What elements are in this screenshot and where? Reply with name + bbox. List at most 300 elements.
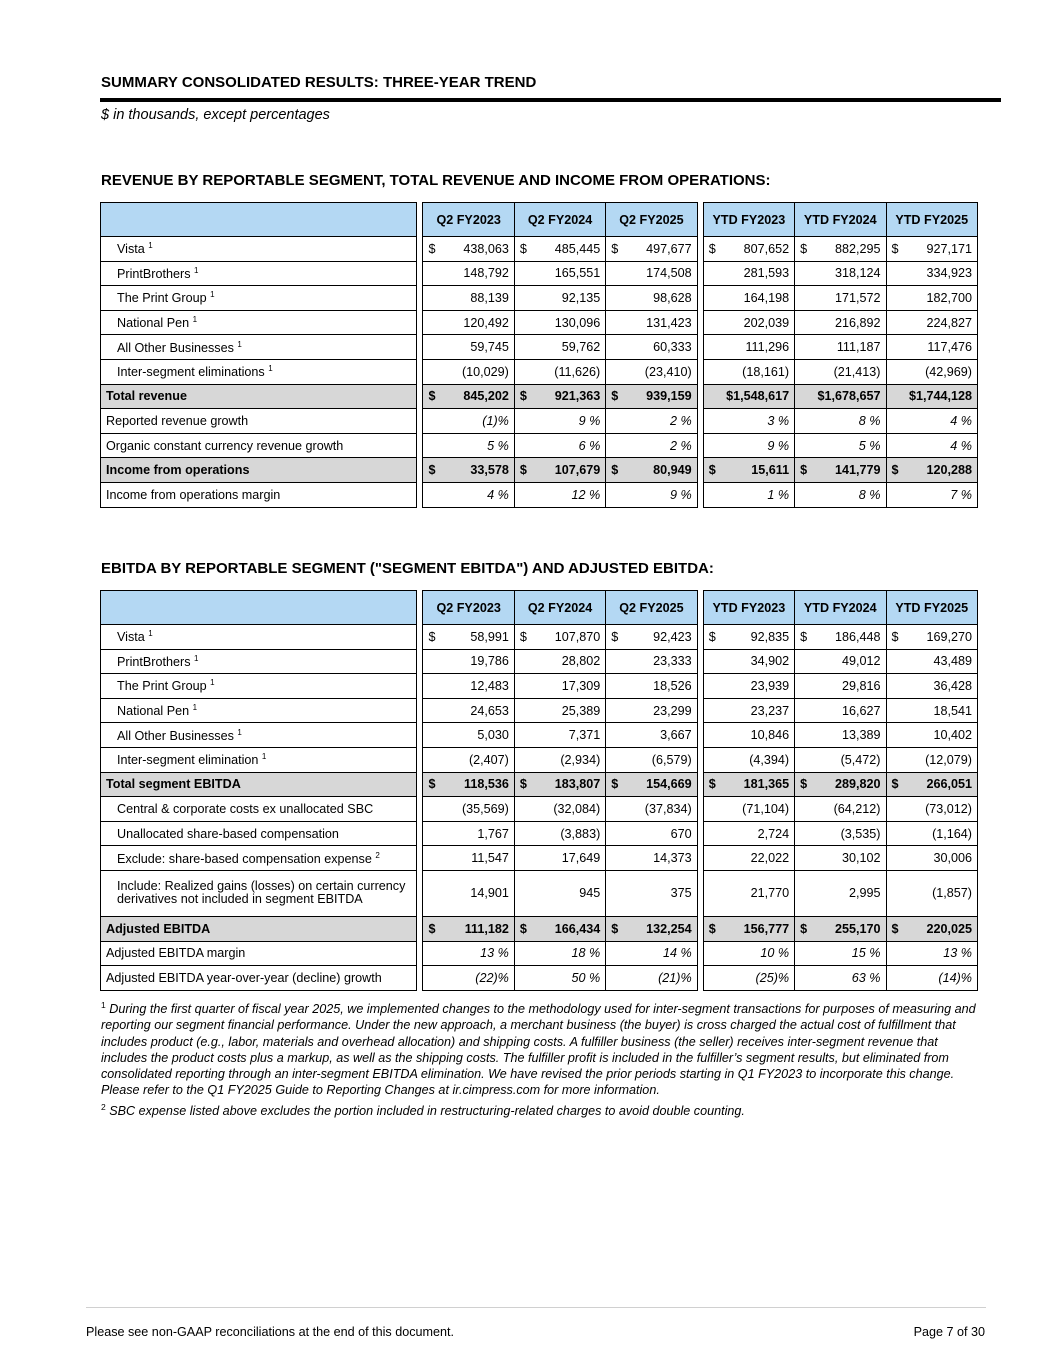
cell-value: 92,135 bbox=[561, 290, 601, 305]
value-cell bbox=[423, 797, 514, 822]
value-cell bbox=[606, 384, 697, 409]
value-cell bbox=[514, 846, 605, 871]
value-cell bbox=[514, 821, 605, 846]
row-label bbox=[101, 335, 417, 360]
cell-value: 28,802 bbox=[561, 654, 601, 669]
cell-value: 845,202 bbox=[463, 389, 509, 404]
cell-value: 181,365 bbox=[743, 777, 790, 792]
value-cell bbox=[795, 433, 886, 458]
cell-value: (1,164) bbox=[932, 826, 972, 841]
value-cell bbox=[886, 384, 978, 409]
cell-value: 15 % bbox=[851, 946, 881, 961]
row-label-text: Include: Realized gains (losses) on certain currency derivatives not included in segment EBITDA bbox=[117, 878, 406, 907]
column-header: YTD FY2024 bbox=[795, 203, 886, 237]
row-label-text: The Print Group bbox=[117, 679, 207, 694]
value-cell bbox=[795, 747, 886, 772]
value-cell bbox=[514, 384, 605, 409]
cell-value: 58,991 bbox=[470, 629, 509, 644]
cell-value: 183,807 bbox=[554, 777, 601, 792]
cell-value: 4 % bbox=[950, 438, 972, 453]
value-cell bbox=[514, 966, 605, 991]
cell-value: 1,767 bbox=[477, 826, 509, 841]
value-cell bbox=[886, 941, 978, 966]
value-cell bbox=[795, 261, 886, 286]
table-row bbox=[101, 359, 978, 384]
column-header: YTD FY2023 bbox=[703, 591, 794, 625]
cell-value: 19,786 bbox=[470, 654, 509, 669]
cell-value: 34,902 bbox=[750, 654, 790, 669]
value-cell bbox=[423, 916, 514, 941]
value-cell bbox=[606, 625, 697, 650]
value-cell bbox=[423, 310, 514, 335]
value-cell bbox=[606, 797, 697, 822]
row-label-text: PrintBrothers bbox=[117, 266, 191, 281]
value-cell bbox=[886, 723, 978, 748]
value-cell bbox=[423, 625, 514, 650]
value-cell bbox=[606, 237, 697, 262]
row-label bbox=[101, 797, 417, 822]
currency-symbol: $ bbox=[891, 463, 899, 478]
cell-value: (23,410) bbox=[644, 364, 692, 379]
value-cell bbox=[886, 870, 978, 916]
value-cell bbox=[703, 482, 794, 507]
value-cell bbox=[886, 625, 978, 650]
column-header: Q2 FY2023 bbox=[423, 203, 514, 237]
currency-symbol: $ bbox=[800, 241, 808, 256]
row-label bbox=[101, 966, 417, 991]
value-cell bbox=[423, 723, 514, 748]
value-cell bbox=[423, 237, 514, 262]
cell-value: 10 % bbox=[760, 946, 790, 961]
cell-value: 4 % bbox=[487, 487, 509, 502]
cell-value: 98,628 bbox=[653, 290, 692, 305]
table-row bbox=[101, 870, 978, 916]
value-cell bbox=[703, 286, 794, 311]
value-cell bbox=[795, 625, 886, 650]
cell-value: 13 % bbox=[480, 946, 509, 961]
column-header: YTD FY2025 bbox=[886, 203, 978, 237]
footnote-mark: 2 bbox=[375, 850, 380, 860]
currency-symbol: $ bbox=[891, 241, 899, 256]
value-cell bbox=[886, 335, 978, 360]
cell-value: 21,770 bbox=[750, 886, 790, 901]
value-cell bbox=[886, 698, 978, 723]
currency-symbol: $ bbox=[891, 921, 899, 936]
value-cell bbox=[703, 941, 794, 966]
value-cell bbox=[703, 846, 794, 871]
cell-value: 939,159 bbox=[646, 389, 692, 404]
column-header: Q2 FY2025 bbox=[606, 203, 697, 237]
value-cell bbox=[514, 747, 605, 772]
value-cell bbox=[886, 261, 978, 286]
cell-value: 25,389 bbox=[561, 703, 601, 718]
footer-rule bbox=[86, 1307, 986, 1308]
currency-symbol: $ bbox=[800, 921, 808, 936]
row-label bbox=[101, 433, 417, 458]
value-cell bbox=[795, 941, 886, 966]
value-cell bbox=[795, 649, 886, 674]
value-cell bbox=[514, 916, 605, 941]
currency-symbol: $ bbox=[800, 463, 808, 478]
cell-value: 107,679 bbox=[554, 463, 601, 478]
value-cell bbox=[514, 772, 605, 797]
table-row bbox=[101, 261, 978, 286]
cell-value: 49,012 bbox=[841, 654, 881, 669]
currency-symbol: $ bbox=[519, 389, 527, 404]
cell-value: 220,025 bbox=[926, 921, 972, 936]
currency-symbol: $ bbox=[519, 921, 527, 936]
value-cell bbox=[514, 482, 605, 507]
value-cell bbox=[703, 433, 794, 458]
value-cell bbox=[423, 772, 514, 797]
value-cell bbox=[886, 966, 978, 991]
cell-value: 216,892 bbox=[834, 315, 881, 330]
cell-value: 2 % bbox=[669, 413, 692, 428]
currency-symbol: $ bbox=[708, 241, 716, 256]
row-label-text: All Other Businesses bbox=[117, 340, 234, 355]
cell-value: 63 % bbox=[851, 970, 881, 985]
cell-value: $1,548,617 bbox=[726, 389, 790, 404]
cell-value: 7,371 bbox=[568, 728, 601, 743]
value-cell bbox=[795, 846, 886, 871]
value-cell bbox=[886, 409, 978, 434]
cell-value: 15,611 bbox=[751, 463, 790, 478]
row-label bbox=[101, 384, 417, 409]
currency-symbol: $ bbox=[519, 629, 527, 644]
row-label-text: All Other Businesses bbox=[117, 728, 234, 743]
currency-symbol: $ bbox=[708, 921, 716, 936]
cell-value: 334,923 bbox=[926, 266, 972, 281]
value-cell bbox=[423, 674, 514, 699]
cell-value: 6 % bbox=[578, 438, 601, 453]
cell-value: 17,649 bbox=[561, 851, 601, 866]
table-row bbox=[101, 286, 978, 311]
total-row bbox=[101, 384, 978, 409]
cell-value: (18,161) bbox=[742, 364, 790, 379]
cell-value: 80,949 bbox=[653, 463, 692, 478]
cell-value: (2,407) bbox=[468, 752, 509, 767]
cell-value: 14 % bbox=[662, 946, 692, 961]
value-cell bbox=[514, 433, 605, 458]
column-header: Q2 FY2023 bbox=[423, 591, 514, 625]
cell-value: 36,428 bbox=[933, 678, 972, 693]
cell-value: 23,299 bbox=[653, 703, 692, 718]
cell-value: 111,182 bbox=[464, 921, 509, 936]
cell-value: 107,870 bbox=[554, 629, 601, 644]
footnote-mark: 1 bbox=[148, 629, 153, 639]
value-cell bbox=[423, 384, 514, 409]
cell-value: 23,333 bbox=[653, 654, 692, 669]
value-cell bbox=[606, 821, 697, 846]
currency-symbol: $ bbox=[800, 777, 808, 792]
value-cell bbox=[886, 821, 978, 846]
cell-value: 670 bbox=[670, 826, 692, 841]
cell-value: 148,792 bbox=[463, 266, 509, 281]
row-label-text: Inter-segment eliminations bbox=[117, 365, 265, 380]
cell-value: 3 % bbox=[767, 413, 790, 428]
value-cell bbox=[886, 649, 978, 674]
currency-symbol: $ bbox=[891, 777, 899, 792]
currency-symbol: $ bbox=[519, 777, 527, 792]
cell-value: 224,827 bbox=[926, 315, 972, 330]
row-label-text: Adjusted EBITDA year-over-year (decline) growth bbox=[106, 970, 382, 985]
cell-value: 927,171 bbox=[926, 241, 972, 256]
cell-value: (11,626) bbox=[554, 364, 601, 379]
cell-value: 7 % bbox=[950, 487, 972, 502]
value-cell bbox=[606, 482, 697, 507]
value-cell bbox=[514, 237, 605, 262]
total-row bbox=[101, 458, 978, 483]
value-cell bbox=[423, 821, 514, 846]
row-label-text: Income from operations margin bbox=[106, 487, 281, 502]
value-cell bbox=[703, 310, 794, 335]
cell-value: (37,834) bbox=[644, 801, 692, 816]
row-label bbox=[101, 286, 417, 311]
row-label bbox=[101, 821, 417, 846]
value-cell bbox=[514, 409, 605, 434]
value-cell bbox=[423, 482, 514, 507]
cell-value: 131,423 bbox=[646, 315, 692, 330]
footnote-mark: 1 bbox=[210, 290, 215, 300]
value-cell bbox=[795, 698, 886, 723]
value-cell bbox=[703, 409, 794, 434]
cell-value: 118,536 bbox=[464, 777, 509, 792]
value-cell bbox=[423, 458, 514, 483]
cell-value: 8 % bbox=[858, 413, 881, 428]
value-cell bbox=[886, 916, 978, 941]
value-cell bbox=[606, 409, 697, 434]
value-cell bbox=[703, 966, 794, 991]
value-cell bbox=[514, 261, 605, 286]
value-cell bbox=[606, 261, 697, 286]
value-cell bbox=[606, 335, 697, 360]
table-row bbox=[101, 797, 978, 822]
row-label-text: Exclude: share-based compensation expense bbox=[117, 851, 372, 866]
cell-value: 120,288 bbox=[926, 463, 972, 478]
value-cell bbox=[514, 625, 605, 650]
cell-value: 59,762 bbox=[561, 340, 601, 355]
cell-value: 3,667 bbox=[660, 728, 692, 743]
value-cell bbox=[703, 821, 794, 846]
row-label-text: Adjusted EBITDA margin bbox=[106, 946, 246, 961]
cell-value: 1 % bbox=[767, 487, 790, 502]
row-label bbox=[101, 846, 417, 871]
cell-value: (73,012) bbox=[925, 801, 972, 816]
row-label-text: Inter-segment elimination bbox=[117, 753, 259, 768]
cell-value: 130,096 bbox=[554, 315, 601, 330]
table-row bbox=[101, 335, 978, 360]
cell-value: 18 % bbox=[571, 946, 601, 961]
cell-value: (6,579) bbox=[651, 752, 692, 767]
total-row bbox=[101, 916, 978, 941]
value-cell bbox=[606, 433, 697, 458]
row-label bbox=[101, 870, 417, 916]
row-label-text: National Pen bbox=[117, 316, 190, 331]
currency-symbol: $ bbox=[611, 241, 619, 256]
value-cell bbox=[514, 870, 605, 916]
cell-value: 438,063 bbox=[463, 241, 509, 256]
cell-value: 9 % bbox=[767, 438, 790, 453]
cell-value: 266,051 bbox=[926, 777, 972, 792]
revenue-table bbox=[100, 202, 978, 508]
value-cell bbox=[606, 941, 697, 966]
currency-symbol: $ bbox=[891, 629, 899, 644]
currency-symbol: $ bbox=[428, 241, 436, 256]
cell-value: 92,835 bbox=[750, 629, 790, 644]
cell-value: 171,572 bbox=[834, 290, 881, 305]
row-label bbox=[101, 237, 417, 262]
value-cell bbox=[514, 458, 605, 483]
cell-value: $1,744,128 bbox=[908, 389, 972, 404]
value-cell bbox=[423, 335, 514, 360]
cell-value: 156,777 bbox=[743, 921, 790, 936]
currency-symbol: $ bbox=[611, 389, 619, 404]
row-label bbox=[101, 916, 417, 941]
row-label-text: Organic constant currency revenue growth bbox=[106, 438, 344, 453]
value-cell bbox=[795, 310, 886, 335]
value-cell bbox=[606, 310, 697, 335]
value-cell bbox=[423, 698, 514, 723]
cell-value: 281,593 bbox=[743, 266, 790, 281]
value-cell bbox=[703, 674, 794, 699]
value-cell bbox=[886, 772, 978, 797]
cell-value: 182,700 bbox=[926, 290, 972, 305]
footnote-1: $^1$ During the first quarter of fiscal year 2025, we implemented changes to the methodology used for inter-segment transactions for purposes of measuring and reporting our segment financial performance. Under the new approach, a merchant business (the buyer) is cross charged the actual cost of fulfillment that includes product (e.g., labor, materials and overhead allocation) and shipping costs. A fulfiller business (the seller) receives inter-segment revenue that includes the product costs plus a markup, as well as the shipping costs. The fulfiller profit is included in the fulfiller’s segment results, but eliminated from consolidated reporting through an inter-segment EBITDA elimination. We have revised the prior periods starting in Q1 FY2023 to incorporate this change. Please refer to the Q1 FY2025 Guide to Reporting Changes at ir.cimpress.com for more information. bbox=[101, 1000, 976, 1098]
value-cell bbox=[886, 458, 978, 483]
row-label-text: National Pen bbox=[117, 704, 190, 719]
column-header: YTD FY2023 bbox=[703, 203, 794, 237]
cell-value: 60,333 bbox=[653, 340, 692, 355]
cell-value: 33,578 bbox=[470, 463, 509, 478]
value-cell bbox=[703, 458, 794, 483]
column-header: Q2 FY2024 bbox=[514, 591, 605, 625]
value-cell bbox=[423, 966, 514, 991]
cell-value: $1,678,657 bbox=[817, 389, 881, 404]
value-cell bbox=[606, 359, 697, 384]
cell-value: 23,939 bbox=[750, 678, 790, 693]
row-label bbox=[101, 359, 417, 384]
table-row bbox=[101, 649, 978, 674]
value-cell bbox=[606, 698, 697, 723]
cell-value: 497,677 bbox=[646, 241, 692, 256]
page-number: Page 7 of 30 bbox=[913, 1325, 985, 1339]
row-label bbox=[101, 482, 417, 507]
title-rule bbox=[100, 98, 1001, 102]
table-row bbox=[101, 625, 978, 650]
value-cell bbox=[795, 482, 886, 507]
cell-value: 18,526 bbox=[653, 678, 692, 693]
value-cell bbox=[886, 747, 978, 772]
value-cell bbox=[423, 747, 514, 772]
ebitda-section-title: EBITDA BY REPORTABLE SEGMENT ("SEGMENT EBITDA") AND ADJUSTED EBITDA: bbox=[101, 560, 714, 577]
value-cell bbox=[606, 674, 697, 699]
value-cell bbox=[795, 384, 886, 409]
value-cell bbox=[795, 916, 886, 941]
value-cell bbox=[795, 409, 886, 434]
cell-value: 13 % bbox=[943, 946, 972, 961]
currency-symbol: $ bbox=[428, 463, 436, 478]
value-cell bbox=[423, 941, 514, 966]
cell-value: (1)% bbox=[482, 413, 509, 428]
cell-value: 88,139 bbox=[470, 290, 509, 305]
cell-value: 5 % bbox=[858, 438, 881, 453]
cell-value: 166,434 bbox=[554, 921, 601, 936]
column-header: YTD FY2025 bbox=[886, 591, 978, 625]
value-cell bbox=[795, 772, 886, 797]
cell-value: (14)% bbox=[938, 970, 972, 985]
cell-value: (1,857) bbox=[932, 886, 972, 901]
column-header: Q2 FY2024 bbox=[514, 203, 605, 237]
cell-value: 169,270 bbox=[926, 629, 972, 644]
value-cell bbox=[514, 941, 605, 966]
footnote-2: $^2$ SBC expense listed above excludes the portion included in restructuring-related charges to avoid double counting. bbox=[101, 1101, 745, 1118]
currency-symbol: $ bbox=[428, 777, 436, 792]
value-cell bbox=[795, 966, 886, 991]
cell-value: 9 % bbox=[578, 413, 601, 428]
footnote-mark: 1 bbox=[268, 364, 273, 374]
cell-value: 50 % bbox=[571, 970, 601, 985]
header-blank-cell bbox=[101, 203, 417, 237]
currency-symbol: $ bbox=[708, 629, 716, 644]
value-cell bbox=[703, 359, 794, 384]
row-label bbox=[101, 723, 417, 748]
value-cell bbox=[514, 698, 605, 723]
cell-value: 30,006 bbox=[933, 851, 972, 866]
cell-value: (35,569) bbox=[461, 801, 509, 816]
cell-value: 120,492 bbox=[463, 315, 509, 330]
cell-value: 2 % bbox=[669, 438, 692, 453]
cell-value: 2,724 bbox=[757, 826, 790, 841]
value-cell bbox=[423, 261, 514, 286]
cell-value: 16,627 bbox=[841, 703, 881, 718]
table-row bbox=[101, 821, 978, 846]
currency-symbol: $ bbox=[800, 629, 808, 644]
value-cell bbox=[703, 916, 794, 941]
value-cell bbox=[795, 674, 886, 699]
value-cell bbox=[606, 772, 697, 797]
cell-value: (25)% bbox=[755, 970, 790, 985]
cell-value: (21)% bbox=[658, 970, 692, 985]
value-cell bbox=[514, 674, 605, 699]
cell-value: 18,541 bbox=[933, 703, 972, 718]
value-cell bbox=[606, 846, 697, 871]
cell-value: 30,102 bbox=[841, 851, 881, 866]
value-cell bbox=[886, 674, 978, 699]
cell-value: 2,995 bbox=[848, 886, 881, 901]
total-row bbox=[101, 772, 978, 797]
cell-value: 12 % bbox=[571, 487, 601, 502]
cell-value: 289,820 bbox=[834, 777, 881, 792]
cell-value: 921,363 bbox=[554, 389, 601, 404]
table-row bbox=[101, 747, 978, 772]
row-label-text: Reported revenue growth bbox=[106, 413, 249, 428]
value-cell bbox=[703, 772, 794, 797]
cell-value: 10,846 bbox=[750, 728, 790, 743]
value-cell bbox=[795, 870, 886, 916]
cell-value: (10,029) bbox=[461, 364, 509, 379]
footnote-mark: 1 bbox=[210, 678, 215, 688]
table-header-row bbox=[101, 203, 978, 237]
table-row bbox=[101, 723, 978, 748]
cell-value: (3,883) bbox=[560, 826, 601, 841]
value-cell bbox=[886, 482, 978, 507]
row-label bbox=[101, 698, 417, 723]
cell-value: 5,030 bbox=[477, 728, 509, 743]
cell-value: 12,483 bbox=[470, 678, 509, 693]
table-header-row bbox=[101, 591, 978, 625]
cell-value: (5,472) bbox=[840, 752, 881, 767]
currency-symbol: $ bbox=[428, 629, 436, 644]
